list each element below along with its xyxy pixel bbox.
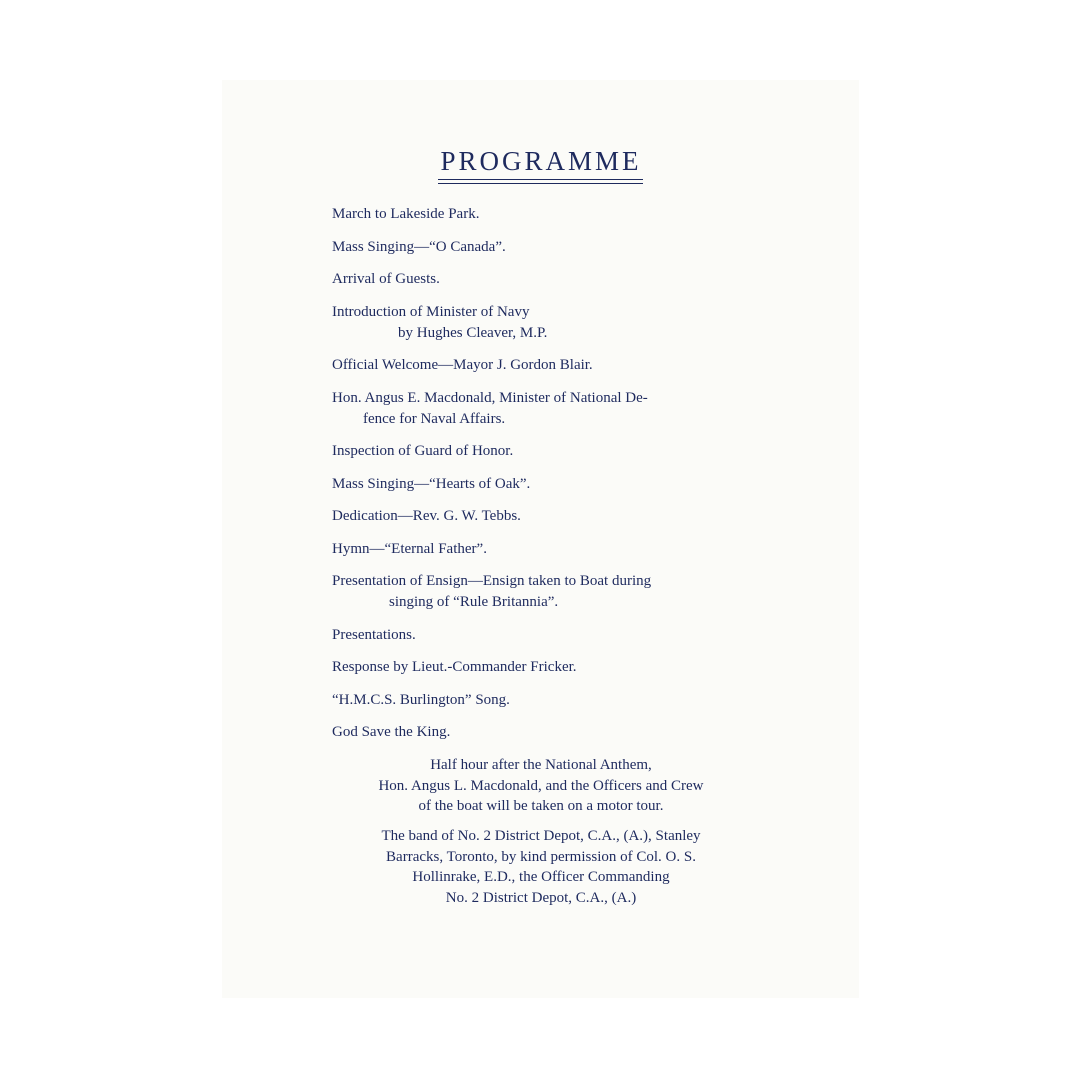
programme-title: PROGRAMME <box>438 146 642 180</box>
item-line: Hon. Angus E. Macdonald, Minister of National De- <box>332 389 648 406</box>
note-line: of the boat will be taken on a motor tour. <box>418 798 664 814</box>
item-line: Presentations. <box>332 626 416 643</box>
item-line: Response by Lieut.-Commander Fricker. <box>332 659 577 675</box>
programme-item <box>332 539 772 560</box>
programme-item <box>332 625 772 646</box>
item-line: Official Welcome—Mayor J. Gordon Blair. <box>332 357 593 373</box>
programme-item <box>332 302 772 344</box>
motor-tour-note <box>318 755 764 817</box>
note-line: No. 2 District Depot, C.A., (A.) <box>445 889 637 906</box>
item-line: Presentation of Ensign—Ensign taken to Boat during <box>332 573 652 589</box>
item-line: Inspection of Guard of Honor. <box>332 443 514 459</box>
item-line: March to Lakeside Park. <box>332 206 480 222</box>
programme-list <box>332 204 772 755</box>
band-credit-note <box>318 826 764 908</box>
note-line: The band of No. 2 District Depot, C.A., (A.), Stanley <box>381 828 701 844</box>
item-line: Arrival of Guests. <box>332 271 440 287</box>
programme-item <box>332 237 772 258</box>
note-line: Hon. Angus L. Macdonald, and the Officers and Crew <box>378 777 704 794</box>
item-line-continued: singing of “Rule Britannia”. <box>389 594 559 610</box>
title-container <box>222 146 859 180</box>
item-line-continued: by Hughes Cleaver, M.P. <box>398 324 548 341</box>
note-line: Barracks, Toronto, by kind permission of Col. O. S. <box>386 848 696 865</box>
item-line: Mass Singing—“Hearts of Oak”. <box>332 475 531 492</box>
item-line: God Save the King. <box>332 724 451 740</box>
note-line: Half hour after the National Anthem, <box>430 757 652 773</box>
programme-item <box>332 657 772 678</box>
item-line: Hymn—“Eternal Father”. <box>332 540 487 557</box>
note-line: Hollinrake, E.D., the Officer Commanding <box>412 869 670 885</box>
programme-item <box>332 690 772 711</box>
programme-item <box>332 204 772 225</box>
programme-item <box>332 506 772 527</box>
programme-item <box>332 269 772 290</box>
item-line: Mass Singing—“O Canada”. <box>332 238 506 255</box>
programme-item <box>332 722 772 743</box>
programme-page <box>222 80 859 998</box>
programme-item <box>332 571 772 613</box>
item-line: Dedication—Rev. G. W. Tebbs. <box>332 508 521 524</box>
programme-item <box>332 474 772 495</box>
item-line: “H.M.C.S. Burlington” Song. <box>332 691 510 708</box>
programme-notes <box>318 755 764 918</box>
programme-item <box>332 388 772 430</box>
programme-item <box>332 441 772 462</box>
item-line-continued: fence for Naval Affairs. <box>363 410 506 427</box>
programme-item <box>332 355 772 376</box>
item-line: Introduction of Minister of Navy <box>332 303 530 320</box>
